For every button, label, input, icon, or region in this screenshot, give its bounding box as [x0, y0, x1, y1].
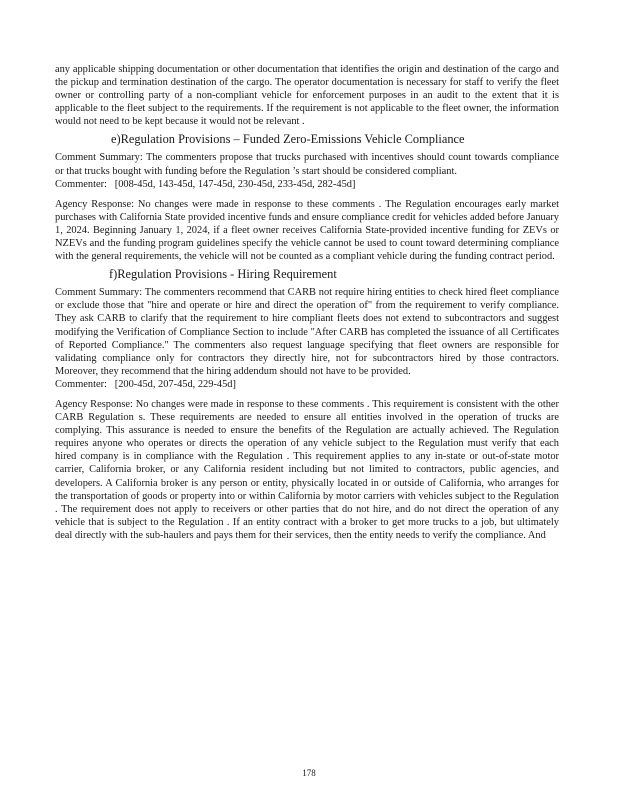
page-number: 178 [302, 768, 316, 778]
section-heading-funded-zev: e)Regulation Provisions – Funded Zero-Emissions Vehicle Compliance [111, 132, 465, 147]
commenter-ids: [200-45d, 207-45d, 229-45d] [114, 378, 236, 390]
comment-summary-hiring: Comment Summary: The commenters recommend that CARB not require hiring entities to check hired fleet compliance or exclude those that "hire and operate or hire and direct the operation of" from the requirement to verify compliance. They ask CARB to clarify that the requirement to hire compliant fleets does not extend to subcontractors and suggest modifying the Verification of Compliance Section to include "After CARB has completed the issuance of all Certificates of Reported Compliance." The commenters also request language specifying that fleet owners are responsible for validating compliance only for contractors they directly hire, not for subcontractors hired by those contractors. Moreover, they recommend that the hiring addendum should not have to be provided. [55, 287, 559, 377]
intro-paragraph: any applicable shipping documentation or other documentation that identifies the origin and destination of the cargo and the pickup and termination destination of the cargo. The operator documentation is necessary for staff to verify the fleet owner or controlling party of a non-compliant vehicle for enforcement purposes in an audit to the extent that it is applicable to the fleet subject to the requirements. If the requirement is not applicable to the fleet owner, the information would not need to be kept because it would not be relevant . [55, 64, 559, 128]
commenter-label: Commenter: [55, 378, 107, 390]
commenter-ids: [008-45d, 143-45d, 147-45d, 230-45d, 233-45d, 282-45d] [114, 178, 356, 190]
section-funded-zev-compliance [55, 132, 559, 263]
document-page [55, 63, 559, 542]
commenter-line-funded-zev [55, 178, 559, 191]
agency-response-funded-zev: Agency Response: No changes were made in response to these comments . The Regulation encourages early market purchases with California State provided incentive funds and ensure compliance credit for vehicles added before January 1, 2024. Beginning January 1, 2024, if a fleet owner receives California State-provided incentive funding for ZEVs or NZEVs and the funding program guidelines specify the vehicle cannot be used to count toward determining compliance with the general requirements, the vehicle will not be counted as a compliant vehicle during the funding contract period. [55, 198, 559, 263]
commenter-line-hiring [55, 378, 559, 391]
section-heading-hiring: f)Regulation Provisions - Hiring Requirement [109, 267, 337, 282]
commenter-label: Commenter: [55, 178, 107, 190]
comment-summary-funded-zev: Comment Summary: The commenters propose that trucks purchased with incentives should count towards compliance or that trucks bought with funding before the Regulation ’s start should be considered compliant. [55, 152, 559, 177]
agency-response-hiring: Agency Response: No changes were made in response to these comments . This requirement is consistent with the other CARB Regulation s. These requirements are needed to ensure all entities involved in the operation of trucks are complying. This assurance is needed to ensure the benefits of the Regulation are actually achieved. The Regulation requires anyone who operates or directs the operation of any vehicle subject to the Regulation must verify that each hired company is in compliance with the Regulation . This requirement applies to any in-state or out-of-state motor carrier, California broker, or any California resident including but not limited to contractors, public agencies, and developers. A California broker is any person or entity, physically located in or outside of California, who arranges for the transportation of goods or property into or within California by motor carriers with vehicles subject to the Regulation . The requirement does not apply to receivers or other parties that do not hire, and do not direct the operation of any vehicle that is subject to the Regulation . If an entity contract with a broker to get more trucks to a job, but ultimately deal directly with the sub-haulers and pays them for their services, then the entity needs to verify the compliance. And [55, 398, 559, 541]
section-hiring-requirement [55, 267, 559, 542]
